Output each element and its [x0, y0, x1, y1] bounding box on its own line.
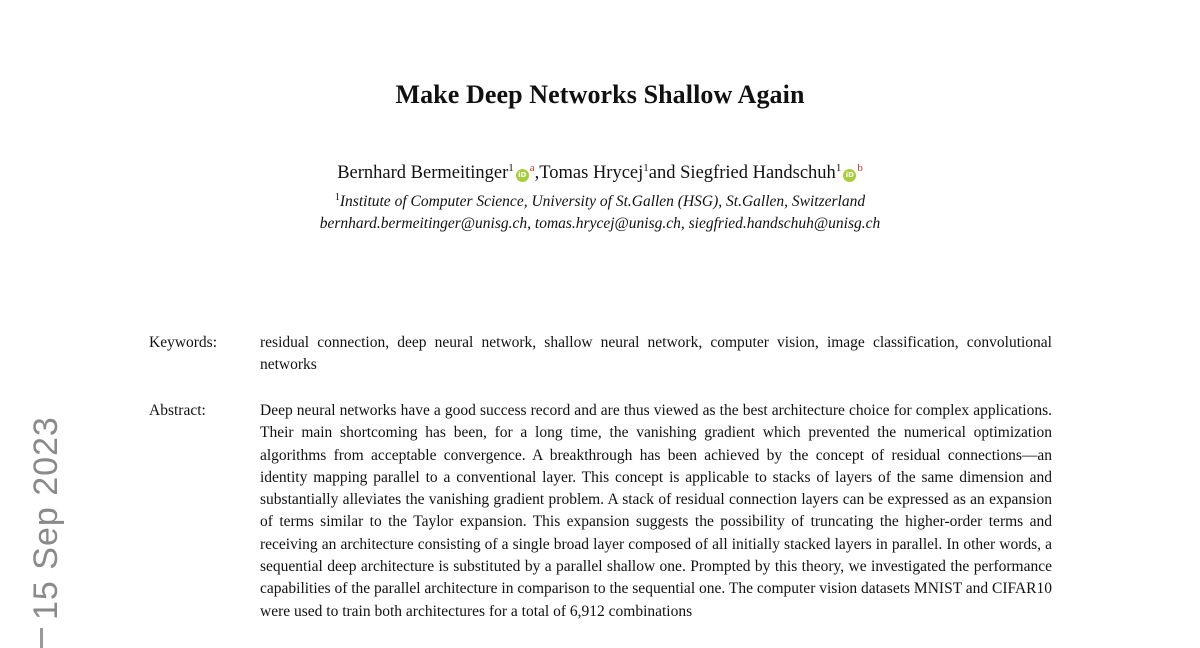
keywords-text: residual connection, deep neural network, shallow neural network, computer vision, image classification, convolutional networks: [260, 334, 1052, 374]
author-name: Siegfried Handschuh: [680, 163, 836, 183]
affiliation-mark: 1: [508, 162, 514, 174]
keywords-label: Keywords:: [149, 334, 218, 351]
affiliation-mark: 1: [334, 192, 340, 203]
author-line: [0, 162, 1200, 184]
author-note-mark[interactable]: a: [529, 162, 535, 174]
author-name: Bernhard Bermeitinger: [337, 163, 509, 183]
author-note-mark[interactable]: b: [857, 162, 863, 174]
abstract-label: Abstract:: [149, 402, 206, 419]
abstract-text: Deep neural networks have a good success record and are thus viewed as the best architecture choice for complex applications. Their main shortcoming has been, for a long time, the vanishing gradient which prevented the numerical optimization algorithms from acceptable convergence. A breakthrough has been achieved by the concept of residual connections—an identity mapping parallel to a conventional layer. This concept is applicable to stacks of layers of the same dimension and substantially alleviates the vanishing gradient problem. A stack of residual connection layers can be expressed as an expansion of terms similar to the Taylor expansion. This expansion suggests the possibility of truncating the higher-order terms and receiving an architecture consisting of a single broad layer composed of all initially stacked layers in parallel. In other words, a sequential deep architecture is substituted by a parallel shallow one. Prompted by this theory, we investigated the performance capabilities of the parallel architecture in comparison to the sequential one. The computer vision datasets MNIST and CIFAR10 were used to train both architectures for a total of 6,912 combinations: [260, 402, 1053, 620]
orcid-icon[interactable]: iD: [843, 169, 856, 182]
affiliation-mark: 1: [835, 162, 842, 174]
author-emails: bernhard.bermeitinger@unisg.ch, tomas.hrycej@unisg.ch, siegfried.handschuh@unisg.ch: [319, 215, 881, 232]
affiliation: [0, 192, 1200, 212]
affiliation-mark: 1: [643, 162, 649, 174]
orcid-icon[interactable]: iD: [516, 169, 529, 182]
arxiv-sidebar-date: 15 Sep 2023: [27, 416, 65, 620]
arxiv-sidebar-divider: [40, 628, 43, 648]
affiliation-text: Institute of Computer Science, University of St.Gallen (HSG), St.Gallen, Switzerland: [339, 193, 866, 210]
author-separator: and: [648, 163, 681, 183]
author-separator: ,: [534, 163, 540, 183]
author-name: Tomas Hrycej: [539, 163, 644, 183]
paper-title: Make Deep Networks Shallow Again: [395, 80, 805, 109]
